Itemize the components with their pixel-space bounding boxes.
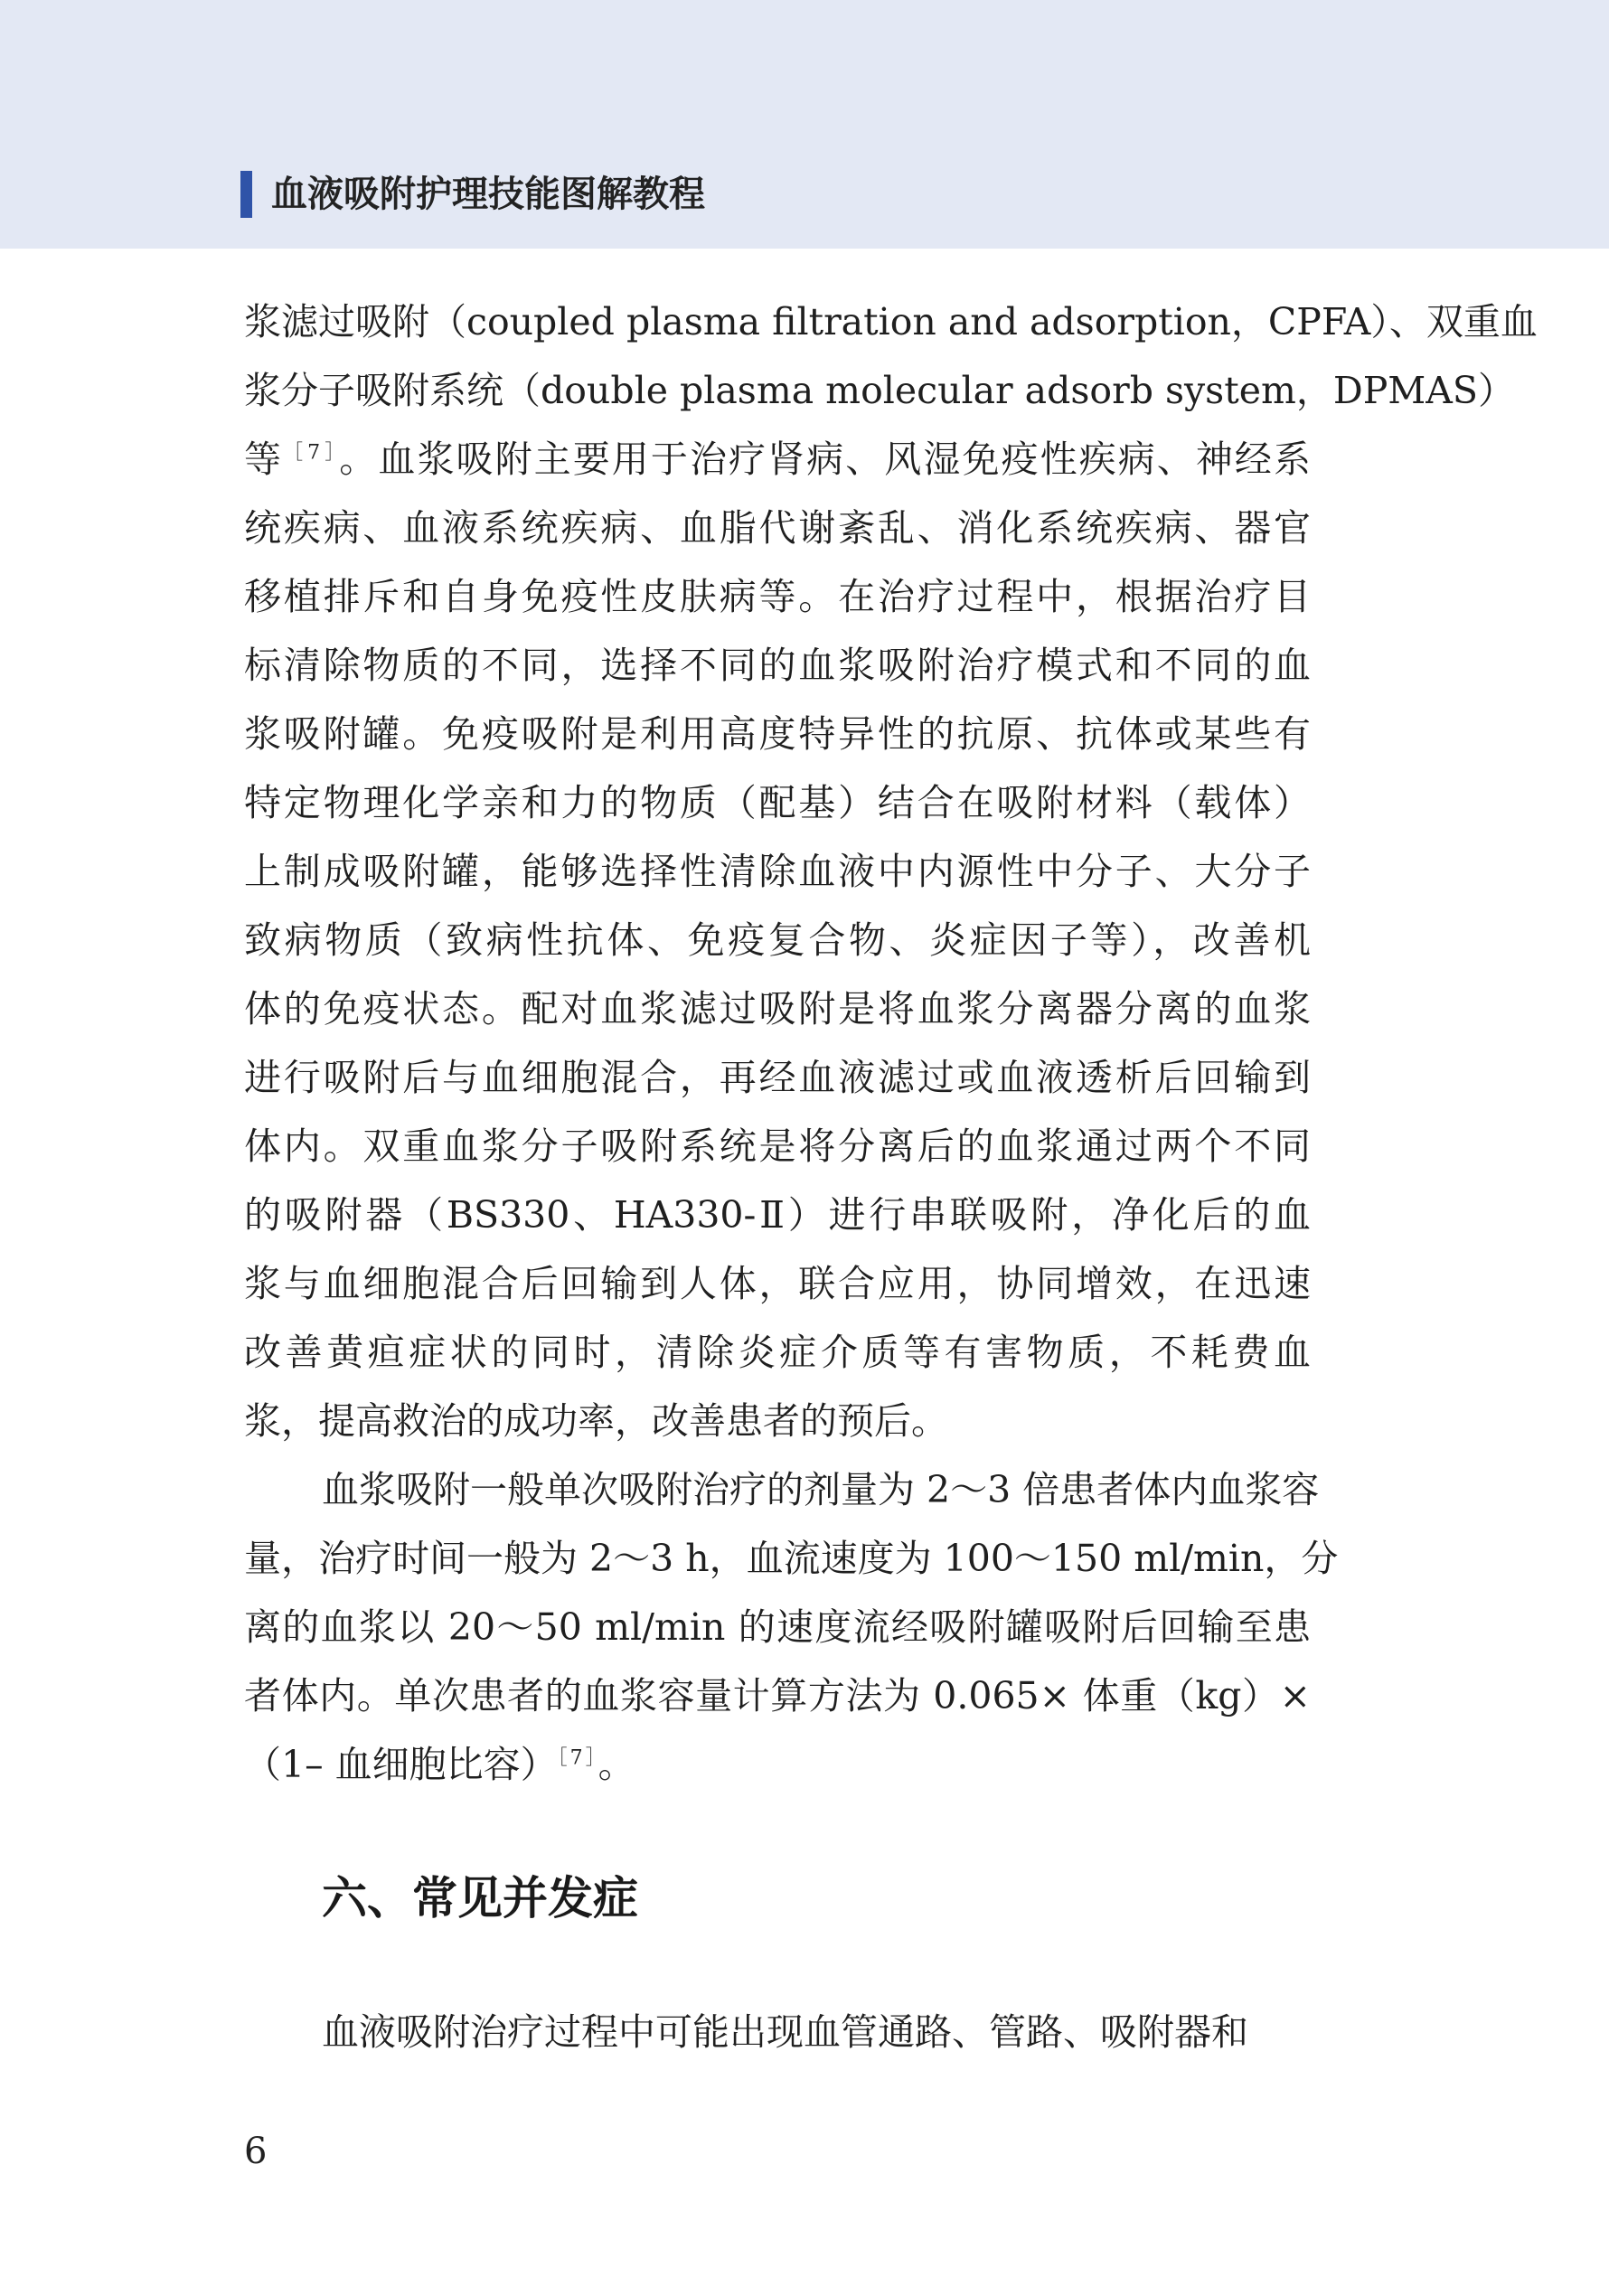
text-line: 离的血浆以 20～50 ml/min 的速度流经吸附罐吸附后回输至患	[244, 1605, 1311, 1649]
citation-ref: ［7］	[283, 441, 340, 465]
text-line: 血液吸附治疗过程中可能出现血管通路、管路、吸附器和	[322, 2010, 1248, 2054]
section-heading: 六、常见并发症	[322, 1872, 638, 1924]
text-line: 浆滤过吸附（coupled plasma filtration and adsorption，CPFA）、双重血	[244, 300, 1538, 343]
text-line: 改善黄疸症状的同时，清除炎症介质等有害物质，不耗费血	[244, 1331, 1311, 1374]
text-line: 浆吸附罐。免疫吸附是利用高度特异性的抗原、抗体或某些有	[244, 712, 1311, 756]
text-line: 统疾病、血液系统疾病、血脂代谢紊乱、消化系统疾病、器官	[244, 506, 1311, 550]
text-line: 进行吸附后与血细胞混合，再经血液滤过或血液透析后回输到	[244, 1056, 1311, 1099]
text-line: 量，治疗时间一般为 2～3 h，血流速度为 100～150 ml/min，分	[244, 1537, 1339, 1580]
text-line: 血浆吸附一般单次吸附治疗的剂量为 2～3 倍患者体内血浆容	[322, 1468, 1320, 1511]
text-fragment: 。血浆吸附主要用于治疗肾病、风湿免疫性疾病、神经系	[339, 438, 1312, 481]
page-number: 6	[244, 2131, 268, 2172]
body-text	[244, 287, 1538, 1799]
text-fragment: 等	[244, 438, 284, 481]
header-accent-bar	[240, 171, 252, 218]
text-line: 上制成吸附罐，能够选择性清除血液中内源性中分子、大分子	[244, 850, 1311, 893]
text-line: 浆，提高救治的成功率，改善患者的预后。	[244, 1399, 948, 1443]
book-title: 血液吸附护理技能图解教程	[271, 174, 705, 215]
section-body	[244, 1998, 1311, 2066]
text-line	[244, 425, 1311, 494]
text-line: 浆与血细胞混合后回输到人体，联合应用，协同增效，在迅速	[244, 1262, 1311, 1305]
text-line: 致病物质（致病性抗体、免疫复合物、炎症因子等），改善机	[244, 918, 1311, 962]
text-line: 移植排斥和自身免疫性皮肤病等。在治疗过程中，根据治疗目	[244, 575, 1311, 618]
text-fragment: （1– 血细胞比容）	[244, 1743, 558, 1786]
text-line: 体的免疫状态。配对血浆滤过吸附是将血浆分离器分离的血浆	[244, 987, 1311, 1030]
text-line: 者体内。单次患者的血浆容量计算方法为 0.065× 体重（kg）×	[244, 1674, 1311, 1717]
citation-ref: ［7］	[557, 1746, 598, 1770]
text-line: 体内。双重血浆分子吸附系统是将分离后的血浆通过两个不同	[244, 1124, 1311, 1168]
text-line: 浆分子吸附系统（double plasma molecular adsorb system，DPMAS）	[244, 369, 1515, 412]
text-line: 标清除物质的不同，选择不同的血浆吸附治疗模式和不同的血	[244, 644, 1311, 687]
text-line: 的吸附器（BS330、HA330-Ⅱ）进行串联吸附，净化后的血	[244, 1193, 1311, 1237]
text-fragment: 。	[597, 1743, 635, 1786]
text-line	[244, 1730, 1311, 1799]
text-line: 特定物理化学亲和力的物质（配基）结合在吸附材料（载体）	[244, 781, 1311, 824]
